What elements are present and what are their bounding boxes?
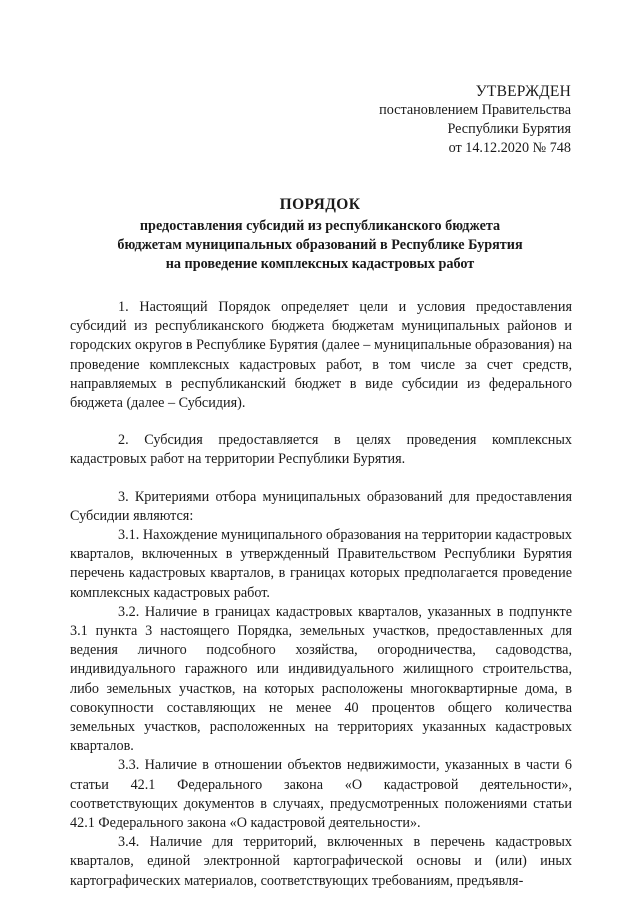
- approval-line-3: от 14.12.2020 № 748: [448, 140, 571, 156]
- paragraph-3-1: 3.1. Нахождение муниципального образования на территории кадастровых кварталов, включенных в утвержденный Правительством Республики Бурятия перечень кадастровых кварталов, в границах которых предполагается проведение комплексных кадастровых работ.: [70, 527, 572, 601]
- heading-line-3: на проведение комплексных кадастровых работ: [165, 256, 475, 272]
- paragraph-2: 2. Субсидия предоставляется в целях проведения комплексных кадастровых работ на территории Республики Бурятия.: [70, 432, 572, 468]
- approval-block: [379, 82, 571, 158]
- document-body: [70, 298, 572, 891]
- approval-line-2: Республики Бурятия: [447, 121, 571, 137]
- paragraph-3-3: 3.3. Наличие в отношении объектов недвижимости, указанных в части 6 статьи 42.1 Федерального закона «О кадастровой деятельности», соответствующих документов в случаях, предусмотренных положениями статьи 42.1 Федерального закона «О кадастровой деятельности».: [70, 757, 572, 832]
- heading-line-1: предоставления субсидий из республиканского бюджета: [139, 218, 501, 234]
- document-heading: [0, 195, 640, 274]
- paragraph-3-2: 3.2. Наличие в границах кадастровых кварталов, указанных в подпункте 3.1 пункта 3 настоящего Порядка, земельных участков, предоставленных для ведения личного подсобного хозяйства, огородничества, садоводства, индивидуального гаражного или индивидуального жилищного строительства, либо земельных участков, на которых расположены многоквартирные дома, в совокупности составляющих не менее 40 процентов общего количества земельных участков, расположенных на территориях указанных кадастровых кварталов.: [70, 603, 572, 755]
- paragraph-1: 1. Настоящий Порядок определяет цели и условия предоставления субсидий из республиканского бюджета бюджетам муниципальных районов и городских округов в Республике Бурятия (далее – муниципальные образования) на проведение комплексных кадастровых работ, в том числе за счет средств, направляемых в республиканский бюджет в виде субсидии из федерального бюджета (далее – Субсидия).: [70, 299, 572, 412]
- approval-line-1: постановлением Правительства: [379, 102, 571, 118]
- paragraph-3: 3. Критериями отбора муниципальных образований для предоставления Субсидии являются:: [70, 488, 572, 524]
- approval-title: УТВЕРЖДЕН: [475, 83, 571, 100]
- paragraph-3-4: 3.4. Наличие для территорий, включенных в перечень кадастровых кварталов, единой электронной картографической основы и (или) иных картографических материалов, соответствующих требованиям, предъявля-: [70, 834, 572, 889]
- heading-title: ПОРЯДОК: [279, 196, 361, 213]
- heading-line-2: бюджетам муниципальных образований в Республике Бурятия: [117, 237, 523, 253]
